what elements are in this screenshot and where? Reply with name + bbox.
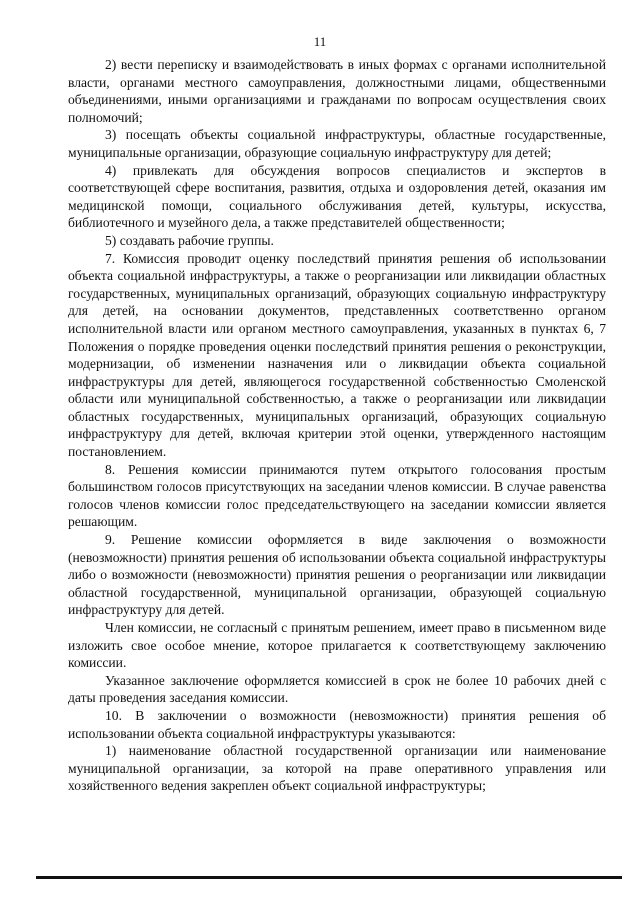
paragraph: 9. Решение комиссии оформляется в виде заключения о возможности (невозможности) принятия решения об использовании объекта социальной инфраструктуры либо о возможности (невозможности) принятия решения о реорганизации или ликвидации областной государственной, муниципальной организации, образующей социальную инфраструктуру для детей. [68, 532, 606, 618]
paragraph: 1) наименование областной государственной организации или наименование муниципальной организации, за которой на праве оперативного управления или хозяйственного ведения закреплен объект социальной инфраструктуры; [68, 743, 606, 794]
page-number: 11 [313, 34, 327, 49]
document-body [68, 56, 606, 795]
paragraph: Член комиссии, не согласный с принятым решением, имеет право в письменном виде изложить свое особое мнение, которое прилагается к соответствующему заключению комиссии. [68, 620, 606, 671]
paragraph: 3) посещать объекты социальной инфраструктуры, областные государственные, муниципальные организации, образующие социальную инфраструктуру для детей; [68, 127, 606, 160]
bottom-divider [36, 876, 622, 879]
paragraph: 7. Комиссия проводит оценку последствий принятия решения об использовании объекта социальной инфраструктуры, а также о реорганизации или ликвидации областных государственных, муниципальных организаций, образующих социальную инфраструктуру для детей, на основании документов, представленных соответственно органом исполнительной власти или органом местного самоуправления, указанных в пунктах 6, 7 Положения о порядке проведения оценки последствий принятия решения о реконструкции, модернизации, об изменении назначения или о ликвидации объекта социальной инфраструктуры для детей, являющегося государственной собственностью Смоленской области или муниципальной собственностью, а также о реорганизации или ликвидации областных государственных, муниципальных организаций, образующих социальную инфраструктуру для детей, включая критерии этой оценки, утвержденного настоящим постановлением. [68, 250, 606, 460]
paragraph: 4) привлекать для обсуждения вопросов специалистов и экспертов в соответствующей сфере воспитания, развития, отдыха и оздоровления детей, оказания им медицинской помощи, социального обслуживания детей, культуры, искусства, библиотечного и музейного дела, а также представителей общественности; [68, 162, 606, 231]
paragraph: 8. Решения комиссии принимаются путем открытого голосования простым большинством голосов присутствующих на заседании членов комиссии. В случае равенства голосов членов комиссии голос председательствующего на заседании комиссии является решающим. [68, 461, 606, 530]
paragraph: 2) вести переписку и взаимодействовать в иных формах с органами исполнительной власти, органами местного самоуправления, должностными лицами, общественными объединениями, иными организациями и гражданами по вопросам осуществления своих полномочий; [68, 57, 606, 125]
paragraph: 10. В заключении о возможности (невозможности) принятия решения об использовании объекта социальной инфраструктуры указываются: [68, 707, 606, 741]
paragraph: 5) создавать рабочие группы. [105, 232, 274, 248]
paragraph: Указанное заключение оформляется комиссией в срок не более 10 рабочих дней с даты проведения заседания комиссии. [68, 672, 606, 706]
